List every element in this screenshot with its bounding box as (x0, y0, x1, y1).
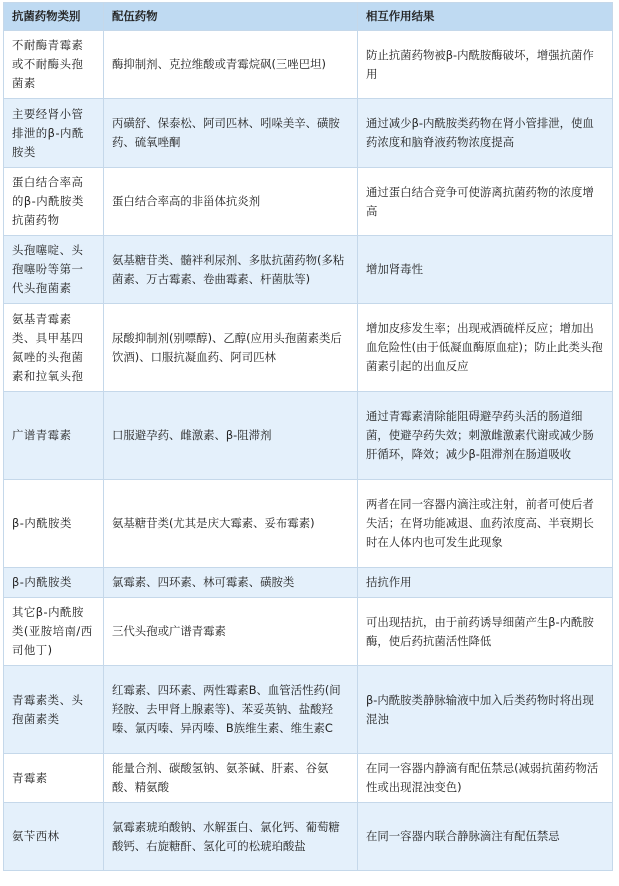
table-row (4, 568, 613, 598)
table-row (4, 754, 613, 803)
table-row (4, 803, 613, 871)
cell-result: 增加肾毒性 (358, 236, 613, 304)
cell-result: 通过蛋白结合竞争可使游离抗菌药物的浓度增高 (358, 168, 613, 236)
cell-result: 防止抗菌药物被β-内酰胺酶破坏，增强抗菌作用 (358, 31, 613, 99)
drug-interaction-table (3, 2, 613, 871)
cell-category: β-内酰胺类 (4, 480, 104, 568)
cell-category: 氨基青霉素类、具甲基四氮唑的头孢菌素和拉氧头孢 (4, 304, 104, 392)
cell-drug: 三代头孢或广谱青霉素 (104, 598, 358, 666)
table-row (4, 480, 613, 568)
cell-category: 不耐酶青霉素或不耐酶头孢菌素 (4, 31, 104, 99)
table-row (4, 99, 613, 168)
header-row (4, 3, 613, 31)
cell-drug: 丙磺舒、保泰松、阿司匹林、吲哚美辛、磺胺药、硫氧唑酮 (104, 99, 358, 168)
table-body (4, 31, 613, 871)
table-row (4, 304, 613, 392)
cell-category: 头孢噻啶、头孢噻吩等第一代头孢菌素 (4, 236, 104, 304)
cell-result: 拮抗作用 (358, 568, 613, 598)
cell-drug: 蛋白结合率高的非甾体抗炎剂 (104, 168, 358, 236)
cell-drug: 氨基糖苷类(尤其是庆大霉素、妥布霉素) (104, 480, 358, 568)
cell-category: 青霉素类、头孢菌素类 (4, 666, 104, 754)
cell-category: 青霉素 (4, 754, 104, 803)
table-header (4, 3, 613, 31)
cell-result: 通过减少β-内酰胺类药物在肾小管排泄，使血药浓度和脑脊液药物浓度提高 (358, 99, 613, 168)
table-row (4, 236, 613, 304)
cell-drug: 氯霉素、四环素、林可霉素、磺胺类 (104, 568, 358, 598)
cell-drug: 红霉素、四环素、两性霉素B、血管活性药(间羟胺、去甲肾上腺素等)、苯妥英钠、盐酸羟嗪、氯丙嗪、异丙嗪、B族维生素、维生素C (104, 666, 358, 754)
cell-category: 主要经肾小管排泄的β-内酰胺类 (4, 99, 104, 168)
table-row (4, 598, 613, 666)
cell-drug: 氯霉素琥珀酸钠、水解蛋白、氯化钙、葡萄糖酸钙、右旋糖酐、氢化可的松琥珀酸盐 (104, 803, 358, 871)
header-compatible-drug: 配伍药物 (104, 3, 358, 31)
cell-result: 两者在同一容器内滴注或注射，前者可使后者失活；在肾功能减退、血药浓度高、半衰期长时在人体内也可发生此现象 (358, 480, 613, 568)
cell-category: 氨苄西林 (4, 803, 104, 871)
table-row (4, 168, 613, 236)
table-row (4, 392, 613, 480)
cell-result: β-内酰胺类静脉输液中加入后类药物时将出现混浊 (358, 666, 613, 754)
cell-category: 广谱青霉素 (4, 392, 104, 480)
cell-category: β-内酰胺类 (4, 568, 104, 598)
cell-drug: 口服避孕药、雌激素、β-阻滞剂 (104, 392, 358, 480)
cell-drug: 酶抑制剂、克拉维酸或青霉烷砜(三唑巴坦) (104, 31, 358, 99)
cell-result: 在同一容器内联合静脉滴注有配伍禁忌 (358, 803, 613, 871)
cell-category: 蛋白结合率高的β-内酰胺类抗菌药物 (4, 168, 104, 236)
cell-drug: 氨基糖苷类、髓袢利尿剂、多肽抗菌药物(多粘菌素、万古霉素、卷曲霉素、杆菌肽等) (104, 236, 358, 304)
cell-result: 可出现拮抗，由于前药诱导细菌产生β-内酰胺酶，使后药抗菌活性降低 (358, 598, 613, 666)
header-category: 抗菌药物类别 (4, 3, 104, 31)
cell-drug: 能量合剂、碳酸氢钠、氨茶碱、肝素、谷氨酸、精氨酸 (104, 754, 358, 803)
table-row (4, 666, 613, 754)
cell-result: 增加皮疹发生率；出现戒酒硫样反应；增加出血危险性(由于低凝血酶原血症)；防止此类头孢菌素引起的出血反应 (358, 304, 613, 392)
cell-result: 通过青霉素清除能阻碍避孕药头活的肠道细菌，使避孕药失效；刺激雌激素代谢或减少肠肝循环，降效；减少β-阻滞剂在肠道吸收 (358, 392, 613, 480)
cell-category: 其它β-内酰胺类(亚胺培南/西司他丁) (4, 598, 104, 666)
header-result: 相互作用结果 (358, 3, 613, 31)
cell-result: 在同一容器内静滴有配伍禁忌(减弱抗菌药物活性或出现混浊变色) (358, 754, 613, 803)
table-row (4, 31, 613, 99)
cell-drug: 尿酸抑制剂(别嘌醇)、乙醇(应用头孢菌素类后饮酒)、口服抗凝血药、阿司匹林 (104, 304, 358, 392)
